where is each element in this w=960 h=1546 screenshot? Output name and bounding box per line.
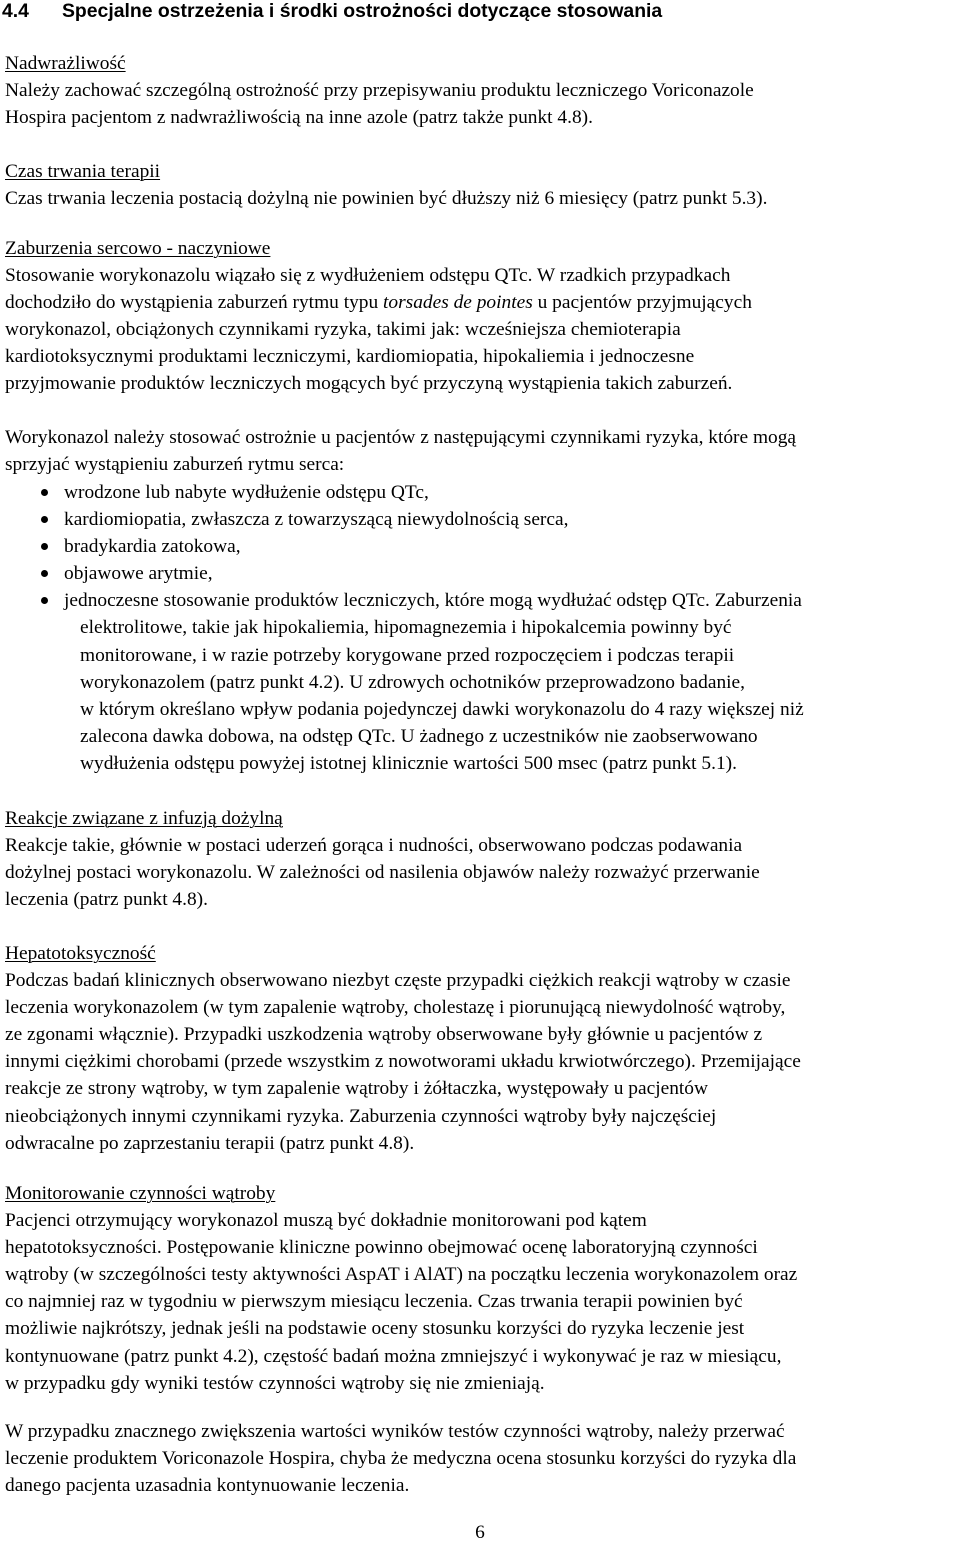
paragraph-line: wątroby (w szczególności testy aktywności AspAT i AlAT) na początku leczenia worykonazolem oraz (5, 1264, 798, 1286)
risk-factors-intro (5, 424, 960, 478)
list-item (0, 587, 960, 614)
paragraph-line: innymi ciężkimi chorobami (przede wszystkim z nowotworami układu krwiotwórczego). Przemijające (5, 1051, 801, 1073)
list-item-text: wydłużenia odstępu powyżej istotnej klinicznie wartości 500 msec (patrz punkt 5.1). (80, 752, 737, 774)
paragraph-line: nieobciążonych innymi czynnikami ryzyka. Zaburzenia czynności wątroby były najczęściej (5, 1105, 717, 1127)
list-item-text: wrodzone lub nabyte wydłużenie odstępu QTc, (64, 482, 429, 503)
paragraph-line: Worykonazol należy stosować ostrożnie u pacjentów z następującymi czynnikami ryzyka, które mogą (5, 427, 797, 448)
bullet-icon (41, 516, 48, 523)
subsection-title: Zaburzenia sercowo - naczyniowe (5, 238, 271, 259)
paragraph-line: Stosowanie worykonazolu wiązało się z wydłużeniem odstępu QTc. W rzadkich przypadkach (5, 265, 731, 287)
liver-monitoring-section (5, 1180, 960, 1397)
list-item-text: kardiomiopatia, zwłaszcza z towarzyszącą niewydolnością serca, (64, 509, 569, 531)
list-item (0, 533, 960, 560)
risk-factors-list (0, 479, 960, 777)
paragraph-line: kardiotoksycznymi produktami leczniczymi, kardiomiopatia, hipokaliemia i jednoczesne (5, 346, 695, 368)
section-title: Specjalne ostrzeżenia i środki ostrożności dotyczące stosowania (62, 0, 663, 22)
list-item-text: bradykardia zatokowa, (64, 536, 241, 558)
paragraph-line: Pacjenci otrzymujący worykonazol muszą być dokładnie monitorowani pod kątem (5, 1210, 647, 1232)
list-item-text: elektrolitowe, takie jak hipokaliemia, hipomagnezemia i hipokalcemia powinny być (80, 617, 732, 639)
subsection-title: Reakcje związane z infuzją dożylną (5, 808, 283, 829)
paragraph-line: odwracalne po zaprzestaniu terapii (patrz punkt 4.8). (5, 1132, 415, 1154)
therapy-duration-section (5, 158, 960, 212)
paragraph-line: danego pacjenta uzasadnia kontynuowanie leczenia. (5, 1475, 410, 1497)
paragraph-line: kontynuowane (patrz punkt 4.2), częstość badań można zmniejszyć i wykonywać je raz w miesiącu, (5, 1345, 782, 1367)
paragraph-line: przyjmowanie produktów leczniczych mogących być przyczyną wystąpienia takich zaburzeń. (5, 373, 733, 395)
paragraph-line: ze zgonami włącznie). Przypadki uszkodzenia wątroby obserwowane były głównie u pacjentów z (5, 1024, 763, 1046)
list-item (0, 560, 960, 587)
page-number: 6 (475, 1522, 485, 1543)
paragraph-line: leczenia (patrz punkt 4.8). (5, 889, 208, 911)
paragraph-line: Czas trwania leczenia postacią dożylną nie powinien być dłuższy niż 6 miesięcy (patrz punkt 5.3). (5, 188, 768, 210)
italic-term: torsades de pointes (383, 292, 533, 314)
bullet-icon (41, 570, 48, 577)
section-heading (2, 0, 662, 25)
paragraph-line: Hospira pacjentom z nadwrażliwością na inne azole (patrz także punkt 4.8). (5, 107, 593, 129)
subsection-title: Monitorowanie czynności wątroby (5, 1183, 276, 1204)
list-item-text: worykonazolem (patrz punkt 4.2). U zdrowych ochotników przeprowadzono badanie, (80, 671, 745, 693)
paragraph-line: leczenia worykonazolem (w tym zapalenie wątroby, cholestazę i piorunującą niewydolność wątroby, (5, 997, 786, 1019)
paragraph-line: leczenie produktem Voriconazole Hospira, chyba że medyczna ocena stosunku korzyści do ryzyka dla (5, 1448, 797, 1470)
paragraph-line: W przypadku znacznego zwiększenia wartości wyników testów czynności wątroby, należy przerwać (5, 1421, 785, 1442)
section-number: 4.4 (2, 0, 29, 22)
list-item (0, 506, 960, 533)
paragraph-line: co najmniej raz w tygodniu w pierwszym miesiącu leczenia. Czas trwania terapii powinien być (5, 1291, 743, 1313)
list-item-text: jednoczesne stosowanie produktów leczniczych, które mogą wydłużać odstęp QTc. Zaburzenia (64, 590, 802, 612)
hypersensitivity-section (5, 50, 960, 131)
bullet-icon (41, 543, 48, 550)
paragraph-line: hepatotoksyczności. Postępowanie kliniczne powinno obejmować ocenę laboratoryjną czynności (5, 1237, 758, 1259)
list-item-text: zalecona dawka dobowa, na odstęp QTc. U żadnego z uczestników nie zaobserwowano (80, 725, 758, 747)
text-run: dochodziło do wystąpienia zaburzeń rytmu typu (5, 292, 384, 314)
paragraph-line: dożylnej postaci worykonazolu. W zależności od nasilenia objawów należy rozważyć przerwanie (5, 862, 760, 884)
paragraph-line: możliwie najkrótszy, jednak jeśli na podstawie oceny stosunku korzyści do ryzyka leczenie jest (5, 1318, 745, 1340)
subsection-title: Czas trwania terapii (5, 161, 161, 182)
subsection-title: Hepatotoksyczność (5, 943, 156, 964)
subsection-title: Nadwrażliwość (5, 53, 126, 74)
paragraph-line: Reakcje takie, głównie w postaci uderzeń gorąca i nudności, obserwowano podczas podawania (5, 835, 743, 857)
list-item-text: w którym określano wpływ podania pojedynczej dawki worykonazolu do 4 razy większej niż (80, 698, 804, 720)
text-run: u pacjentów przyjmujących (532, 292, 752, 314)
paragraph-line: Podczas badań klinicznych obserwowano niezbyt częste przypadki ciężkich reakcji wątroby w czasie (5, 970, 791, 992)
paragraph-line: worykonazol, obciążonych czynnikami ryzyka, takimi jak: wcześniejsza chemioterapia (5, 319, 681, 341)
paragraph-line: reakcje ze strony wątroby, w tym zapalenie wątroby i żółtaczka, występowały u pacjentów (5, 1078, 708, 1100)
list-item-continuation (0, 614, 960, 777)
list-item-text: monitorowane, i w razie potrzeby korygowane przed rozpoczęciem i podczas terapii (80, 644, 735, 666)
bullet-icon (41, 597, 48, 604)
paragraph-line: w przypadku gdy wyniki testów czynności wątroby się nie zmieniają. (5, 1372, 545, 1394)
cardiovascular-section (5, 235, 960, 398)
hepatotoxicity-section (5, 940, 960, 1157)
paragraph-line: Należy zachować szczególną ostrożność przy przepisywaniu produktu leczniczego Voriconazole (5, 80, 754, 102)
paragraph-line (5, 289, 960, 316)
list-item-text: objawowe arytmie, (64, 563, 213, 585)
liver-discontinuation-paragraph (5, 1418, 960, 1499)
paragraph-line: sprzyjać wystąpieniu zaburzeń rytmu serca: (5, 454, 345, 476)
infusion-reactions-section (5, 805, 960, 913)
bullet-icon (41, 489, 48, 496)
list-item (0, 479, 960, 506)
